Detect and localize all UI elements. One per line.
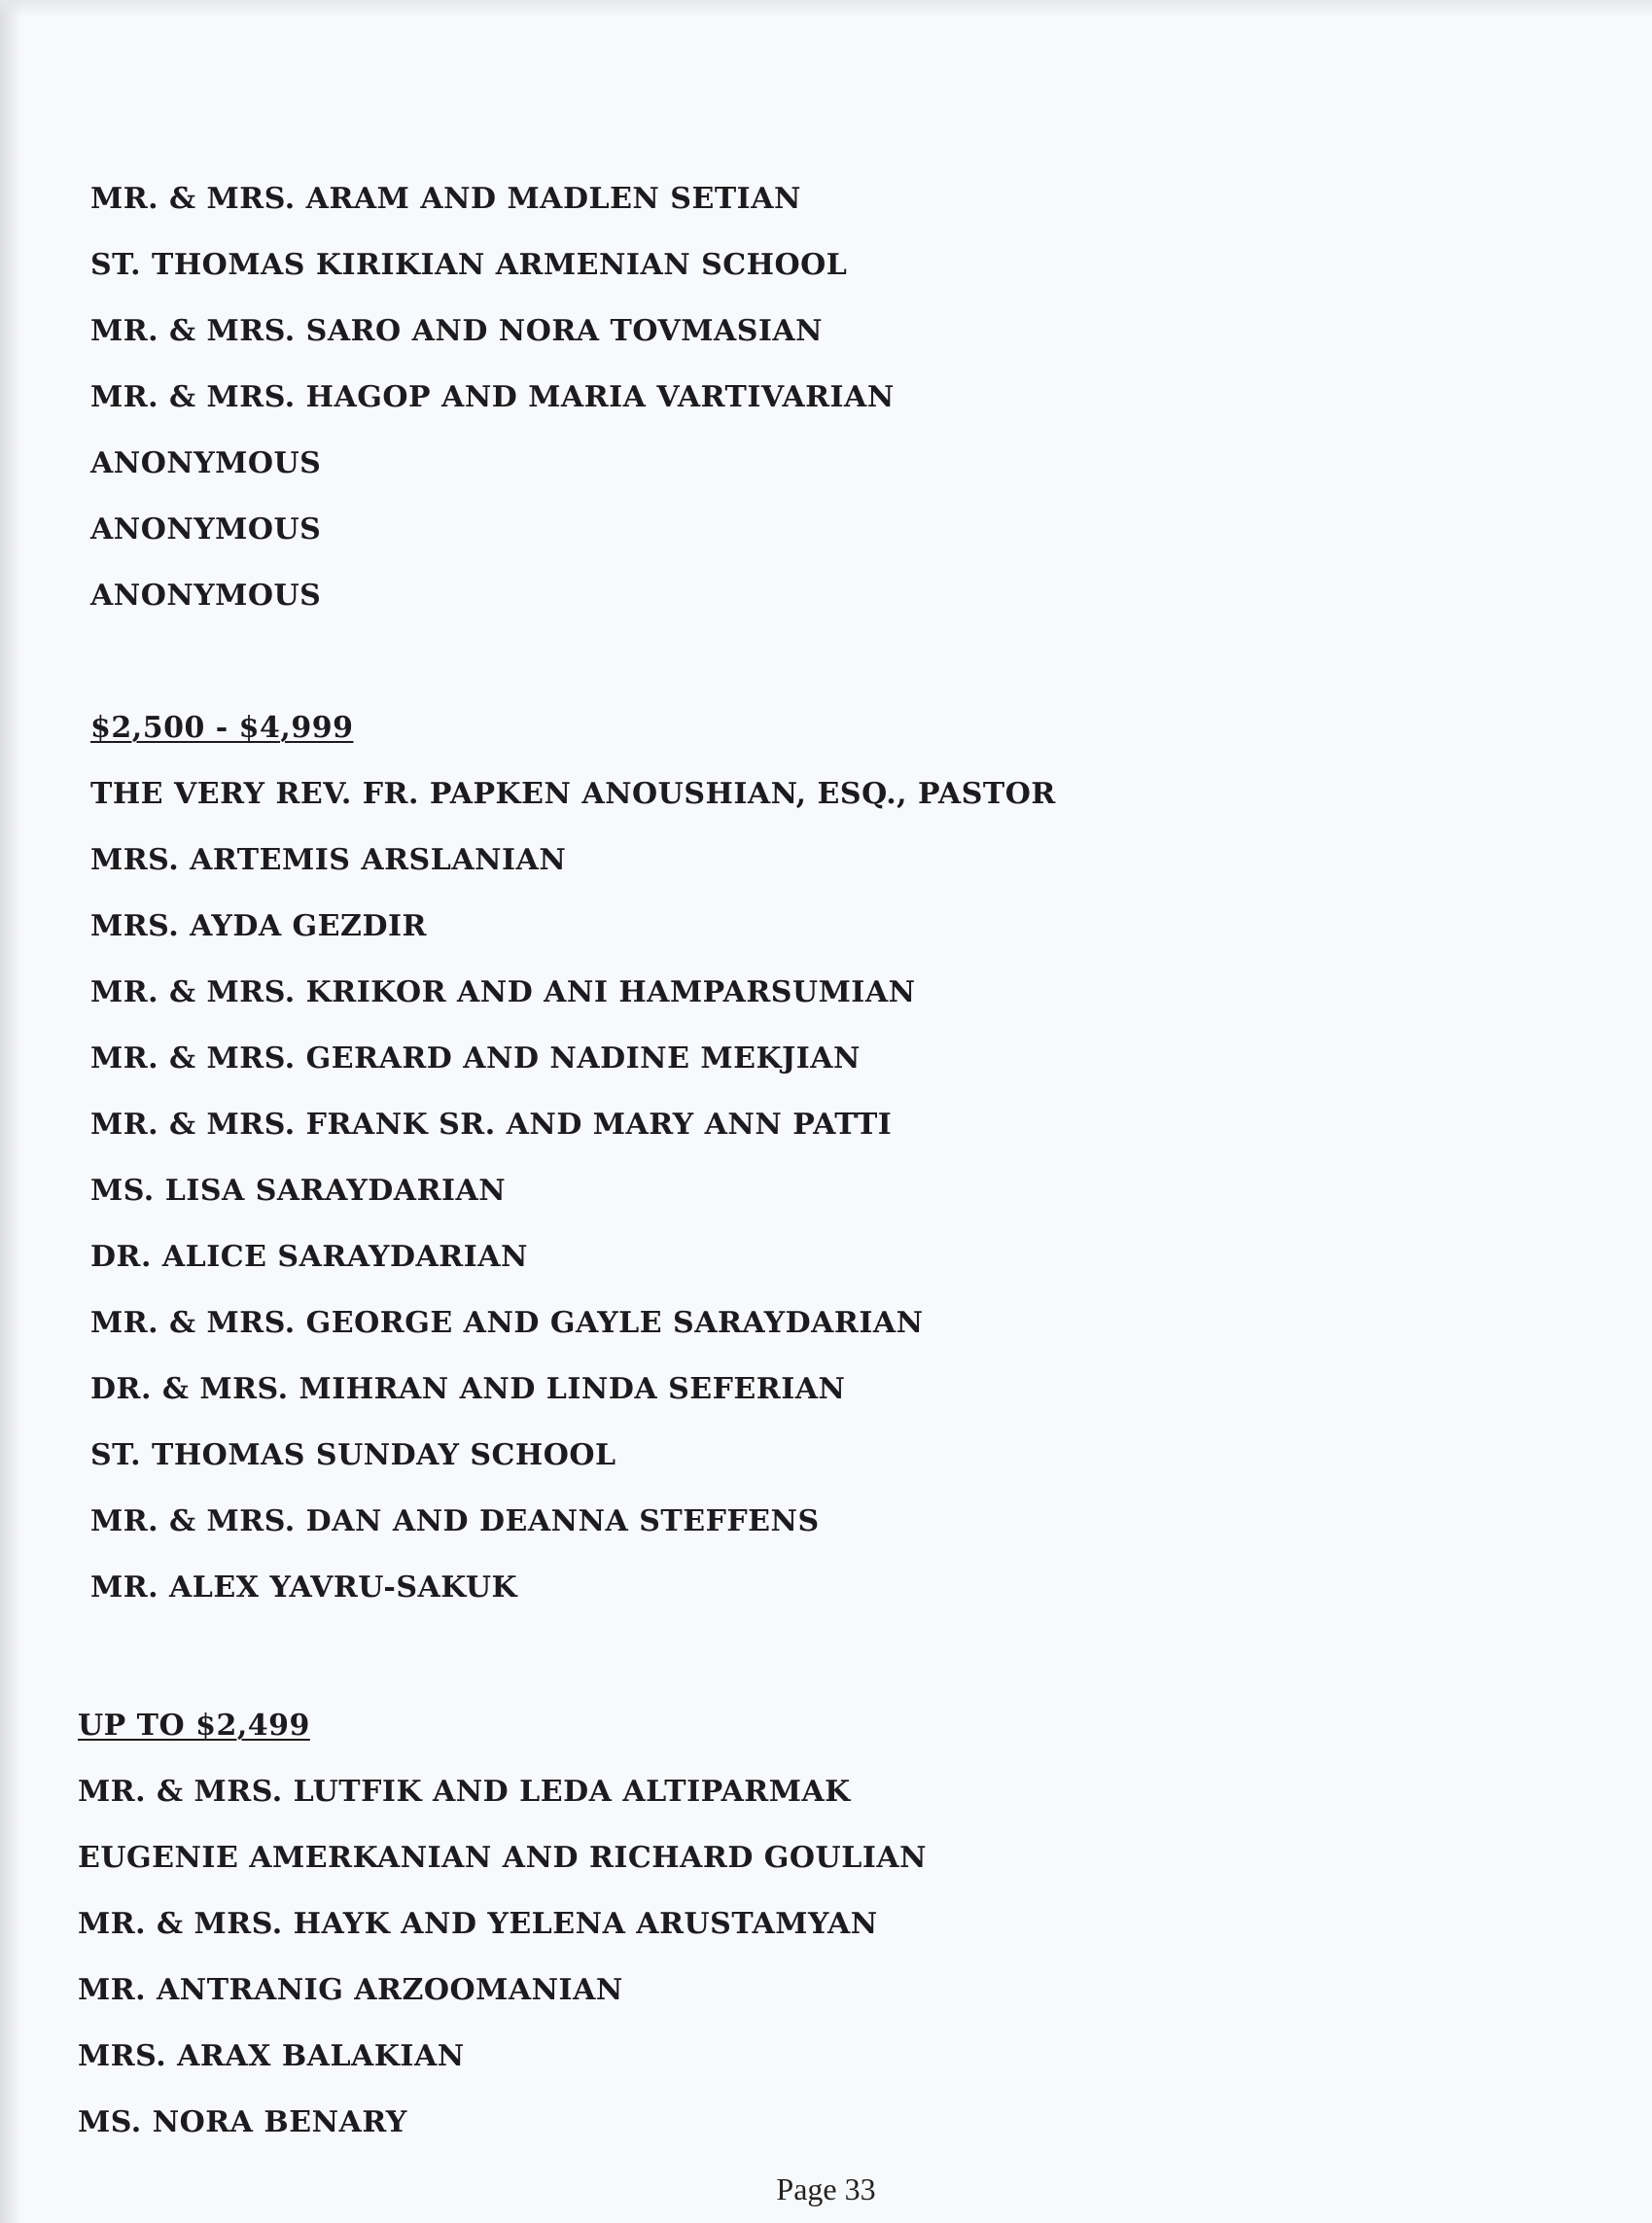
donor-name: MR. & MRS. KRIKOR AND ANI HAMPARSUMIAN <box>90 975 916 1009</box>
donor-name: MR. & MRS. HAGOP AND MARIA VARTIVARIAN <box>90 380 895 414</box>
donor-name: MR. & MRS. FRANK SR. AND MARY ANN PATTI <box>90 1108 893 1142</box>
page-edge-shadow <box>0 0 21 2223</box>
page-number: Page 33 <box>776 2171 876 2206</box>
donor-name: MR. & MRS. LUTFIK AND LEDA ALTIPARMAK <box>78 1775 851 1809</box>
donor-name: ANONYMOUS <box>90 512 322 547</box>
donor-name: MRS. ARTEMIS ARSLANIAN <box>90 843 567 877</box>
donor-name: MR. & MRS. ARAM AND MADLEN SETIAN <box>90 182 801 216</box>
donor-name: MR. & MRS. GERARD AND NADINE MEKJIAN <box>90 1041 861 1076</box>
donor-name: ST. THOMAS KIRIKIAN ARMENIAN SCHOOL <box>90 248 848 282</box>
donor-name: ANONYMOUS <box>90 446 322 480</box>
donor-name: ANONYMOUS <box>90 579 322 613</box>
donor-name: MRS. AYDA GEZDIR <box>90 909 427 943</box>
donor-name: DR. ALICE SARAYDARIAN <box>90 1240 528 1274</box>
donor-name: MR. & MRS. GEORGE AND GAYLE SARAYDARIAN <box>90 1306 924 1340</box>
donor-name: MR. ANTRANIG ARZOOMANIAN <box>78 1973 623 2007</box>
donor-name: DR. & MRS. MIHRAN AND LINDA SEFERIAN <box>90 1372 846 1406</box>
donor-name: THE VERY REV. FR. PAPKEN ANOUSHIAN, ESQ., PASTOR <box>90 777 1056 811</box>
page-top-shadow <box>0 0 1652 18</box>
donor-name: MR. & MRS. DAN AND DEANNA STEFFENS <box>90 1504 820 1538</box>
donor-name: EUGENIE AMERKANIAN AND RICHARD GOULIAN <box>78 1841 928 1875</box>
section-heading: UP TO $2,499 <box>78 1709 310 1743</box>
donor-name: MRS. ARAX BALAKIAN <box>78 2039 465 2073</box>
donor-name: MS. LISA SARAYDARIAN <box>90 1174 507 1208</box>
donor-name: MR. & MRS. SARO AND NORA TOVMASIAN <box>90 314 824 348</box>
donor-name: ST. THOMAS SUNDAY SCHOOL <box>90 1438 616 1472</box>
donor-name: MR. & MRS. HAYK AND YELENA ARUSTAMYAN <box>78 1907 878 1941</box>
section-heading: $2,500 - $4,999 <box>90 711 354 745</box>
donor-name: MS. NORA BENARY <box>78 2105 407 2139</box>
donor-name: MR. ALEX YAVRU-SAKUK <box>90 1570 518 1605</box>
